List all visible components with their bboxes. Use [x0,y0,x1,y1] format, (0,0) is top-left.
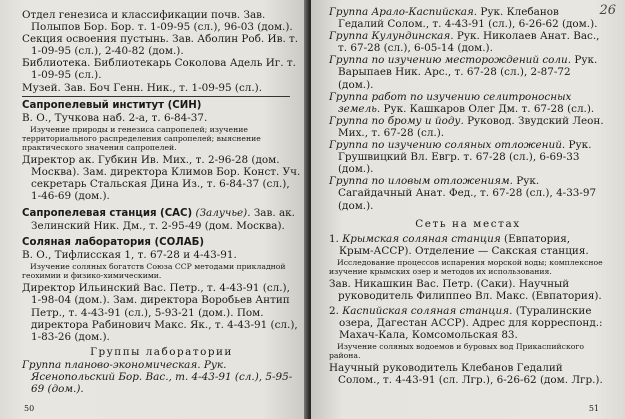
right-page [311,0,625,419]
group-head: Рук. Клебанов Гедалий Солом., т. 4-43-91 (сл.), 6-26-62 (дом.). [338,6,598,31]
list-item [329,175,607,211]
group-head: Рук. Варыпаев Ник. Арс., т. 67-28 (сл.), 2-87-72 (дом.). [338,54,598,91]
network-heading: Сеть на местах [415,217,521,230]
lab-groups-list [329,6,607,212]
sas-heading: Сапропелевая станция (САС) [22,208,193,220]
group-name: Группа по брому и йоду. [329,114,464,127]
solab-description: Изучение соляных богатств Союза ССР методами прикладной геохимии и физико-химическими. [22,262,286,281]
station-number: 1. [329,232,339,245]
sin-staff: Директор ак. Губкин Ив. Мих., т. 2-96-28 (дом. Москва). Зам. директора Климов Бор. Конст. Уч. секретарь Стальская Дина Из., т. 6-84-37 (сл.), 1-46-69 (дом.). [22,153,301,203]
station-name: Крымская соляная станция [342,232,501,245]
group-planning-text: Группа планово-экономическая. Рук. Ясенопольский Бор. Вас., т. 4-43-91 (сл.), 5-95-69 (дом.). [22,358,293,395]
group-name: Группа Кулундинская. [329,30,454,43]
station-entry-crimea [329,233,607,302]
solab-heading: Соляная лаборатория (СОЛАБ) [22,237,205,249]
sin-heading: Сапропелевый институт (СИН) [22,99,202,111]
station-number: 2. [329,304,339,317]
list-item [329,115,607,139]
group-head: Руковод. Звудский Леон. Мих., т. 67-28 (сл.). [338,114,604,139]
station-location: (Евпатория, Крым-АССР). Отделение — Сакская станция. [339,232,589,257]
left-page [0,0,309,419]
group-name: Группа по иловым отложениям. [329,175,513,188]
station-title [329,305,607,341]
list-item [329,91,607,115]
group-head: Рук. Николаев Анат. Вас., т. 67-28 (сл.), 6-05-14 (дом.). [338,30,600,55]
group-head: Рук. Сагайдачный Анат. Фед., т. 67-28 (сл.), 4-33-97 (дом.). [338,175,597,212]
sas-head: Зав. ак. Зелинский Ник. Дм., т. 2-95-49 (дом. Москва). [31,207,295,233]
solab-staff: Директор Ильинский Вас. Петр., т. 4-43-91 (сл.), 1-98-04 (дом.). Зам. директора Воробьев Антип Петр., т. 4-43-91 (сл.), 5-93-21 (дом.). Пом. директора Рабинович Макс. Як., т. 4-43-91 (сл.), 1-83-26 (дом.). [22,282,298,343]
group-head: Рук. Кашкаров Олег Дм. т. 67-28 (сл.). [383,102,595,115]
station-description: Изучение соляных водоемов и буровых вод Прикаспийского района. [329,342,585,361]
station-title [329,233,607,257]
group-name: Группа работ по изучению селитроносных земель. [329,90,572,115]
group-head: Рук. Грушвицкий Вл. Евгр. т. 67-28 (сл.), 6-69-33 (дом.). [338,139,592,176]
divider [22,96,290,97]
group-name: Группа по изучению соляных отложений. [329,139,566,152]
station-staff: Научный руководитель Клебанов Гедалий Солом., т. 4-43-91 (сл. Лгр.), 6-26-62 (дом. Лгр.). [329,362,603,387]
list-item [329,30,607,54]
entry-library: Библиотека. Библиотекарь Соколова Адель Иг. т. 1-09-95 (сл.). [22,57,296,82]
sas-entry [22,207,301,232]
page-number-left: 50 [24,404,35,413]
sas-location: (Залучье). [195,207,251,220]
group-name: Группа Арало-Каспийская. [329,6,478,18]
solab-address: В. О., Тифлисская 1, т. 67-28 и 4-43-91. [22,249,237,262]
entry-museum: Музей. Зав. Боч Генн. Ник., т. 1-09-95 (сл.). [22,81,263,94]
list-item [329,6,607,30]
group-planning [22,359,301,395]
sin-description: Изучение природы и генезиса сапропелей; изучение территориального распределения сапропелей; выяснение практического значения сапропелей. [22,124,261,152]
list-item [329,54,607,90]
page-number-right: 51 [588,404,599,413]
list-item [329,139,607,175]
handwritten-page-mark: 26 [599,3,616,18]
station-entry-caspian [329,305,607,386]
groups-heading: Группы лаборатории [90,345,233,358]
station-description: Исследование процессов испарения морской воды; комплексное изучение крымских озер и методов их использования. [329,257,603,276]
station-location: (Туралинские озера, Дагестан АССР). Адрес для корреспонд.: Махач-Кала, Комсомольская 83. [339,304,603,342]
group-name: Группа по изучению месторождений соли. [329,54,572,67]
station-name: Каспийская соляная станция. [342,304,513,317]
station-staff: Зав. Никашкин Вас. Петр. (Саки). Научный руководитель Филиппео Вл. Макс. (Евпатория). [329,277,602,302]
entry-soil-genesis-dept: Отдел генезиса и классификации почв. Зав. Полыпов Бор. Бор. т. 1-09-95 (сл.), 96-03 (дом.). [22,9,293,34]
sin-address: В. О., Тучкова наб. 2-а, т. 6-84-37. [22,111,208,124]
entry-desert-section: Секция освоения пустынь. Зав. Аболин Роб. Ив. т. 1-09-95 (сл.), 2-40-82 (дом.). [22,33,299,58]
